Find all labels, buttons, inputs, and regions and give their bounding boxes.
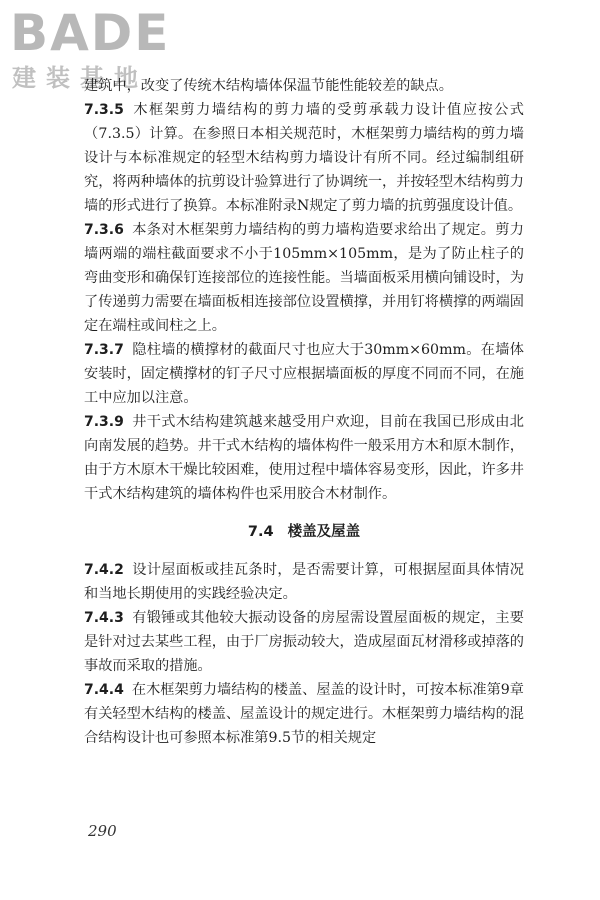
clause-text: 隐柱墙的横撑材的截面尺寸也应大于30mm×60mm。在墙体安装时，固定横撑材的钉子尺寸应根据墙面板的厚度不同而不同，在施工中应加以注意。 — [84, 342, 524, 406]
clause-7-3-7 — [84, 338, 524, 410]
clause-7-4-3 — [84, 606, 524, 678]
clause-7-3-5 — [84, 98, 524, 218]
section-heading — [84, 520, 524, 544]
clause-number: 7.4.4 — [84, 682, 124, 698]
clause-number: 7.3.9 — [84, 414, 124, 430]
logo-subtitle: 建装基地 — [12, 64, 148, 92]
clause-text: 本条对木框架剪力墙结构的剪力墙构造要求给出了规定。剪力墙两端的端柱截面要求不小于105mm×105mm，是为了防止柱子的弯曲变形和确保钉连接部位的连接性能。当墙面板采用横向铺设时，为了传递剪力需要在墙面板相连接部位设置横撑，并用钉将横撑的两端固定在端柱或间柱之上。 — [84, 222, 524, 334]
clause-7-3-9 — [84, 410, 524, 506]
clause-number: 7.3.6 — [84, 222, 124, 238]
clause-7-4-4 — [84, 678, 524, 750]
section-number: 7.4 — [247, 524, 274, 540]
continued-paragraph: 建筑中，改变了传统木结构墙体保温节能性能较差的缺点。 — [84, 78, 453, 94]
page-number: 290 — [88, 822, 117, 840]
clause-7-4-2 — [84, 558, 524, 606]
clause-number: 7.4.2 — [84, 562, 124, 578]
clause-7-3-6 — [84, 218, 524, 338]
clause-number: 7.4.3 — [84, 610, 124, 626]
clause-text: 设计屋面板或挂瓦条时，是否需要计算，可根据屋面具体情况和当地长期使用的实践经验决定。 — [84, 562, 524, 602]
clause-text: 井干式木结构建筑越来越受用户欢迎，目前在我国已形成由北向南发展的趋势。井干式木结构的墙体构件一般采用方木和原木制作，由于方木原木干燥比较困难，使用过程中墙体容易变形，因此，许多井干式木结构建筑的墙体构件也采用胶合木材制作。 — [84, 414, 524, 502]
clause-text: 有锻锤或其他较大振动设备的房屋需设置屋面板的规定，主要是针对过去某些工程，由于厂房振动较大，造成屋面瓦材滑移或掉落的事故而采取的措施。 — [84, 610, 524, 674]
clause-text: 在木框架剪力墙结构的楼盖、屋盖的设计时，可按本标准第9章有关轻型木结构的楼盖、屋盖设计的规定进行。木框架剪力墙结构的混合结构设计也可参照本标准第9.5节的相关规定 — [84, 682, 524, 746]
section-title: 楼盖及屋盖 — [287, 524, 361, 540]
page-body — [84, 74, 524, 750]
logo-wordmark: BADE — [10, 4, 171, 62]
clause-text: 木框架剪力墙结构的剪力墙的受剪承载力设计值应按公式（7.3.5）计算。在参照日本相关规范时，木框架剪力墙结构的剪力墙设计与本标准规定的轻型木结构剪力墙设计有所不同。经过编制组研究，将两种墙体的抗剪设计验算进行了协调统一，并按轻型木结构剪力墙的形式进行了换算。本标准附录N规定了剪力墙的抗剪强度设计值。 — [84, 102, 524, 214]
clause-number: 7.3.5 — [84, 102, 124, 118]
clause-number: 7.3.7 — [84, 342, 124, 358]
